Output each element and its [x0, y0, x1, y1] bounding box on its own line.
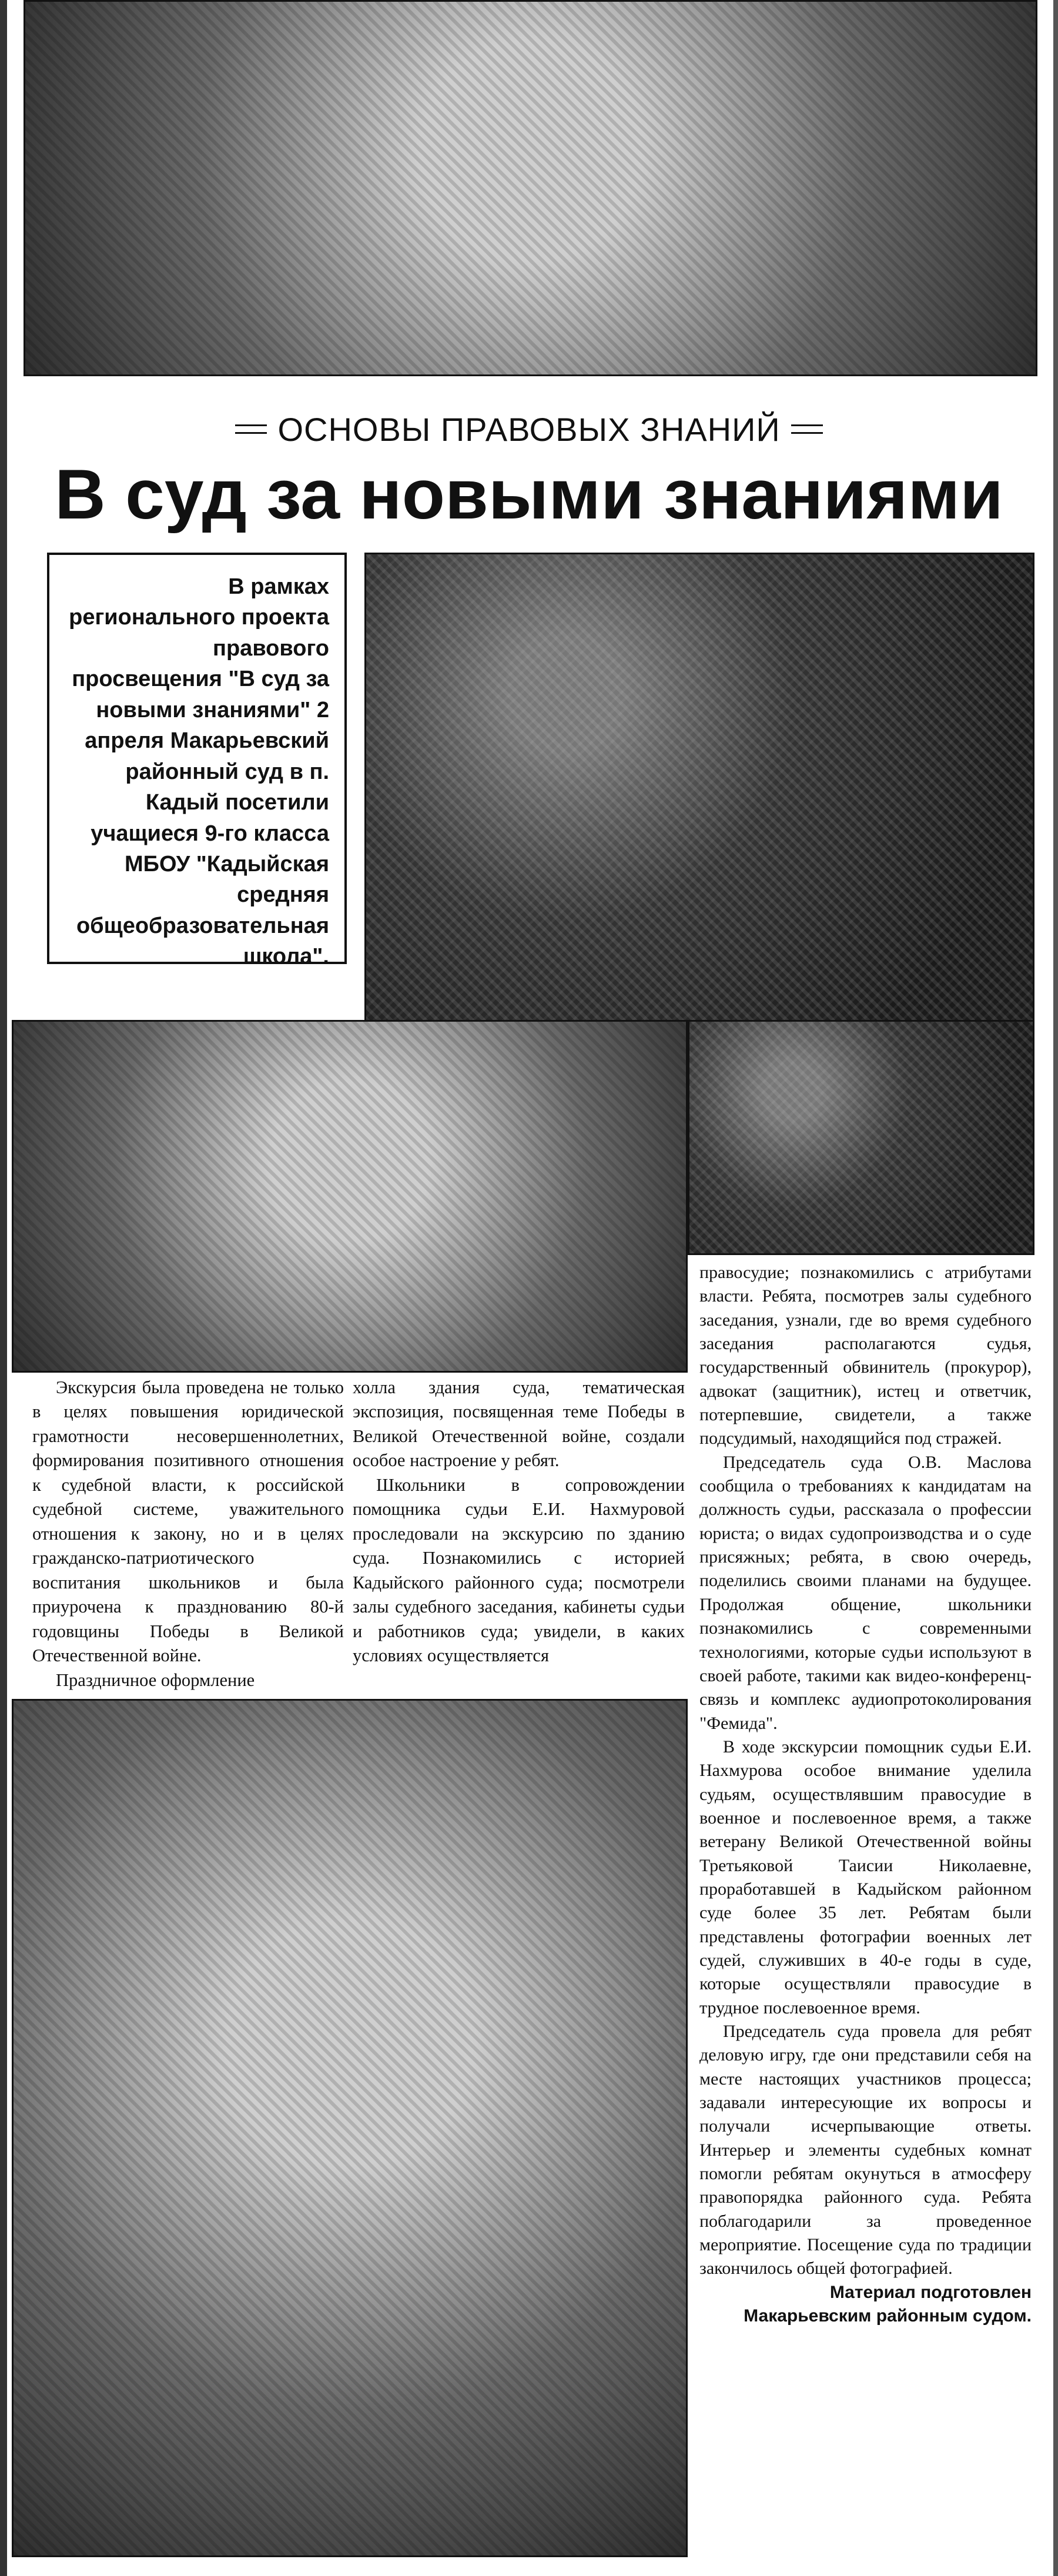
col2-paragraph: холла здания суда, тематическая экспозиция, посвященная теме Победы в Великой Отечественной войне, создали особое настроение у ребят.: [353, 1377, 685, 1471]
lead-text: В рамках регионального проекта правового просвещения "В суд за новыми знаниями" 2 апреля Макарьевский районный суд в п. Кадый посетили учащиеся 9-го класса МБОУ "Кадыйская средняя общеобразовательная школа".: [69, 574, 329, 969]
column-3: [699, 1261, 1032, 2329]
signature: Материал подготовлен Макарьевским районным судом.: [744, 2282, 1032, 2326]
col3-paragraph: Председатель суда О.В. Маслова сообщила о требованиях к кандидатам на должность судьи, рассказала о профессии юриста; о видах судопроизводства и о суде присяжных; ребята, в свою очередь, поделились своими планами на будущее. Продолжая общение, школьники познакомились с современными технологиями, которые судьи используют в своей работе, такими как видео-конференц-связь и комплекс аудиопротоколирования "Фемида".: [699, 1452, 1032, 1733]
scan-edge-left: [0, 0, 7, 2576]
col2-paragraph: Школьники в сопровождении помощника судьи Е.И. Нахмуровой проследовали на экскурсию по зданию суда. Познакомились с историей Кадыйского районного суда; посмотрели залы судебного заседания, кабинеты судьи и работников суда; увидели, в каких условиях осуществляется: [353, 1474, 685, 1666]
rubric: [235, 406, 823, 453]
group-photo: [24, 0, 1037, 376]
rubric-rule-left: [235, 424, 267, 434]
courtroom-presentation-photo: [364, 553, 1034, 1023]
headline: В суд за новыми знаниями: [55, 455, 1003, 534]
col3-paragraph: Председатель суда провела для ребят деловую игру, где они представили себя на месте настоящих участников процесса; задавали интересующие их вопросы и получали исчерпывающие ответы. Интерьер и элементы судебных комнат помогли ребятам окунуться в атмосферу правопорядка районного суда. Ребята поблагодарили за проведенное мероприятие. Посещение суда по традиции закончилось общей фотографией.: [699, 2022, 1032, 2279]
col3-paragraph: правосудие; познакомились с атрибутами власти. Ребята, посмотрев залы судебного заседания, узнали, где во время судебного заседания располагаются судья, государственный обвинитель (прокурор), адвокат (защитник), истец и ответчик, потерпевшие, свидетели, а также подсудимый, находящийся под стражей.: [699, 1263, 1032, 1448]
students-photo: [688, 1020, 1034, 1255]
rubric-text: ОСНОВЫ ПРАВОВЫХ ЗНАНИЙ: [277, 410, 781, 448]
col1-paragraph: Праздничное оформление: [56, 1670, 255, 1690]
col3-paragraph: В ходе экскурсии помощник судьи Е.И. Нахмурова особое внимание уделила судьям, осуществлявшим правосудие в военное и послевоенное время, а также ветерану Великой Отечественной войны Третьяковой Таисии Николаевне, проработавшей в Кадыйском районном суде более 35 лет. Ребятам были представлены фотографии военных лет судей, служивших в 40-е годы в суде, которые осуществляли правосудие в трудное послевоенное время.: [699, 1737, 1032, 2018]
lead-box: [47, 553, 347, 969]
courtroom-hall-photo: [12, 1020, 688, 1373]
rubric-rule-right: [791, 424, 823, 434]
col1-paragraph: Экскурсия была проведена не только в целях повышения юридической грамотности несовершеннолетних, формирования позитивного отношения к судебной власти, к российской судебной системе, уважительного отношения к закону, но и в целях гражданско-патриотического воспитания школьников и была приурочена к празднованию 80-й годовщины Победы в Великой Отечественной войне.: [32, 1377, 344, 1666]
column-1: [32, 1376, 344, 1692]
exhibition-photo: [12, 1699, 688, 2557]
scan-edge-right: [1053, 0, 1058, 2576]
column-2: [353, 1376, 685, 1668]
